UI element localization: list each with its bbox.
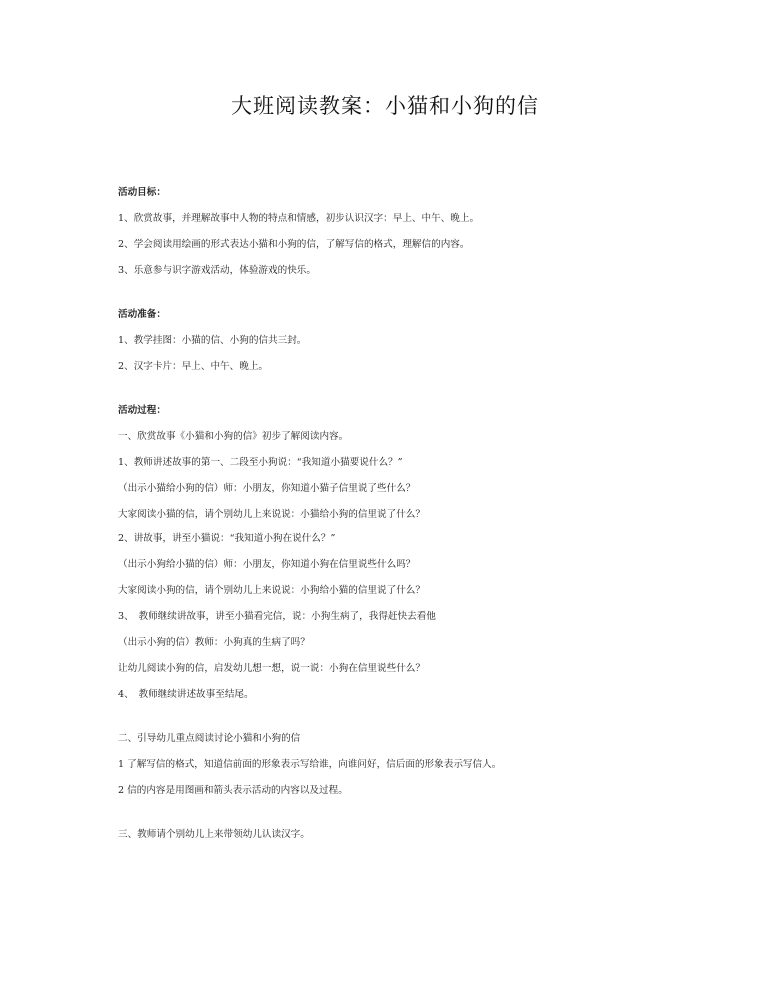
- process-item: 4、 教师继续讲述故事至结尾。: [118, 689, 254, 700]
- section-heading-prep: 活动准备：: [118, 309, 166, 320]
- process-item: 让幼儿阅读小狗的信，启发幼儿想一想，说一说：小狗在信里说些什么？: [118, 663, 425, 674]
- prep-item: 1、教学挂图：小猫的信、小狗的信共三封。: [118, 335, 307, 346]
- section-heading-goals: 活动目标：: [118, 187, 166, 198]
- document-title: 大班阅读教案：小猫和小狗的信: [231, 94, 539, 118]
- process-item: 2、讲故事，讲至小猫说：“我知道小狗在说什么？”: [118, 533, 336, 544]
- process-part2-item: 二、引导幼儿重点阅读讨论小猫和小狗的信: [118, 733, 301, 744]
- process-item: （出示小猫给小狗的信）师：小朋友，你知道小猫子信里说了些什么？: [118, 483, 416, 494]
- prep-item: 2、汉字卡片：早上、中午、晚上。: [118, 361, 269, 372]
- process-item: （出示小狗的信）教师：小狗真的生病了吗？: [118, 637, 310, 648]
- process-part2-item: 1 了解写信的格式，知道信前面的形象表示写给谁，向谁问好，信后面的形象表示写信人。: [118, 759, 502, 770]
- process-item: 一、欣赏故事《小猫和小狗的信》初步了解阅读内容。: [118, 431, 349, 442]
- process-part2-item: 2 信的内容是用图画和箭头表示活动的内容以及过程。: [118, 785, 348, 796]
- process-item: （出示小狗给小猫的信）师：小朋友，你知道小狗在信里说些什么吗？: [118, 559, 416, 570]
- process-item: 大家阅读小狗的信，请个别幼儿上来说说：小狗给小猫的信里说了什么？: [118, 585, 425, 596]
- process-item: 3、 教师继续讲故事，讲至小猫看完信，说：小狗生病了，我得赶快去看他: [118, 611, 436, 622]
- goal-item: 2、学会阅读用绘画的形式表达小猫和小狗的信，了解写信的格式，理解信的内容。: [118, 239, 470, 250]
- process-part3-item: 三、教师请个别幼儿上来带领幼儿认读汉字。: [118, 829, 310, 840]
- process-item: 1、教师讲述故事的第一、二段至小狗说：“我知道小猫要说什么？”: [118, 457, 403, 468]
- process-item: 大家阅读小猫的信，请个别幼儿上来说说：小猫给小狗的信里说了什么？: [118, 509, 425, 520]
- goal-item: 1、欣赏故事，并理解故事中人物的特点和情感，初步认识汉字：早上、中午、晚上。: [118, 213, 480, 224]
- goal-item: 3、乐意参与识字游戏活动，体验游戏的快乐。: [118, 265, 316, 276]
- section-heading-process: 活动过程：: [118, 405, 166, 416]
